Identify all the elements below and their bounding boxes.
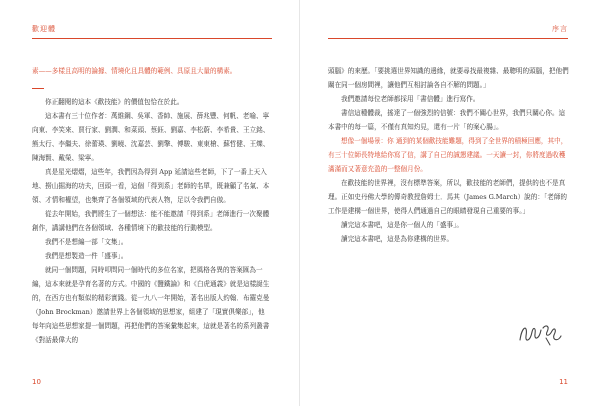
paragraph: 這本書有三十位作者：萬維鋼、吳軍、香帥、施展、薛兆豐、何帆、老喻、寧向東、李笑來、賈行家、劉潤、和菜頭、蔡鈺、劉嘉、李松蔚、李希貴、王立銘、熊太行、李繼夫、徐蕾瑛、劉曉、沈嘉芸、劉擎、傅駿、東東槍、蘇哲健、王爍、陳海賢、戴榮、梁寧。 <box>32 112 270 162</box>
left-page-body <box>32 64 270 347</box>
page-number-right: 11 <box>559 378 568 386</box>
highlight-paragraph: 想像一個場景：你 通到的某個歡技能難題，得到了全世界的積極回應，其中，有三十位師長特地給你寫了信，講了自己的誠懇建議。一天讀一封，你將度過收穫滿滿而又著意充盈的一整個月份。 <box>328 137 568 173</box>
paragraph: 從去年開始，我們將生了一個想法：能不能邀請「得到系」老師進行一次聚體創作，講講他們在各個領域、各種情境下的歡技能的行動模型。 <box>32 210 270 232</box>
paragraph: 就同一個問題，同時叩問同一個時代的多位名家，把風格各異的答案匯為一編，這本來就是孕育名著的方式。中國的《鹽鐵論》和《白虎通義》就是這樣誕生的，在西方也有類似的精彩實踐。從一九八一年開始，著名出版人約翰．布羅克曼（John Brockman）邀請世界上各個領域的思想家，組建了「現實俱樂部」，他每年向這些思想家提一個問題，再把他們的答案彙集起來，這就是著名的系列叢書《對話最偉大的 <box>32 266 270 344</box>
page-number-left: 10 <box>32 378 41 386</box>
paragraph: 我們不是想編一部「文集」。 <box>45 238 128 246</box>
paragraph: 真是星光熠熠，這些年，我們因為得到 App 延請這些老師，下了一番上天入地、撈山掘海的功夫，回頭一看，這個「得到系」老師的名單，既兼顧了名氣、本領、才情和權望，也集齊了各個領域的代表人物，足以令我們自傲。 <box>32 168 270 204</box>
right-page-body <box>328 64 570 246</box>
header-rule-left <box>32 38 272 39</box>
running-head-left: 歡迎體 <box>32 25 56 33</box>
signature <box>516 318 564 348</box>
paragraph: 我們邀請每位老師都採用「書信體」進行寫作。 <box>341 95 480 103</box>
right-page <box>300 0 600 406</box>
paragraph: 讀完這本書吧，這是你一個人的「盛事」。 <box>341 221 463 229</box>
paragraph: 我們是想製造一件「盛事」。 <box>45 252 128 260</box>
section-dash <box>32 88 44 89</box>
header-rule-right <box>328 38 568 39</box>
paragraph: 你正翻閱的這本《歡技能》的價值包恰在於此。 <box>45 98 184 106</box>
paragraph: 在歡技能的世界裡，沒有標準答案，所以，歡技能的老師們，提供的也不是真理。正如史丹佛大學的傳奇教授詹姆士．馬其（James G.March）說的：「老師的工作是建構一個世界，使得人們通過自己的眼睛發現自己重要的事。」 <box>328 179 568 215</box>
paragraph: 素——多樣且高明的論據、情境化且具體的範例、具原且大量的構素。 <box>32 67 237 75</box>
paragraph: 頭腦》的來歷。「要挑選世界知識的邊緣，就要尋找最複雜、最聰明的頭腦，把他們關在同一個房間裡，讓他們互相討論各自不解的問題。」 <box>328 67 569 89</box>
paragraph: 書信這種體裁，搖達了一個強烈的信號：我們不關心世界，我們只關心你。這本書中的每一篇，不僅有真知灼見，還有一片「的案心腸」。 <box>328 109 566 131</box>
running-head-right: 序言 <box>552 25 568 33</box>
paragraph: 讀完這本書吧，這是為你建構的世界。 <box>341 235 454 243</box>
